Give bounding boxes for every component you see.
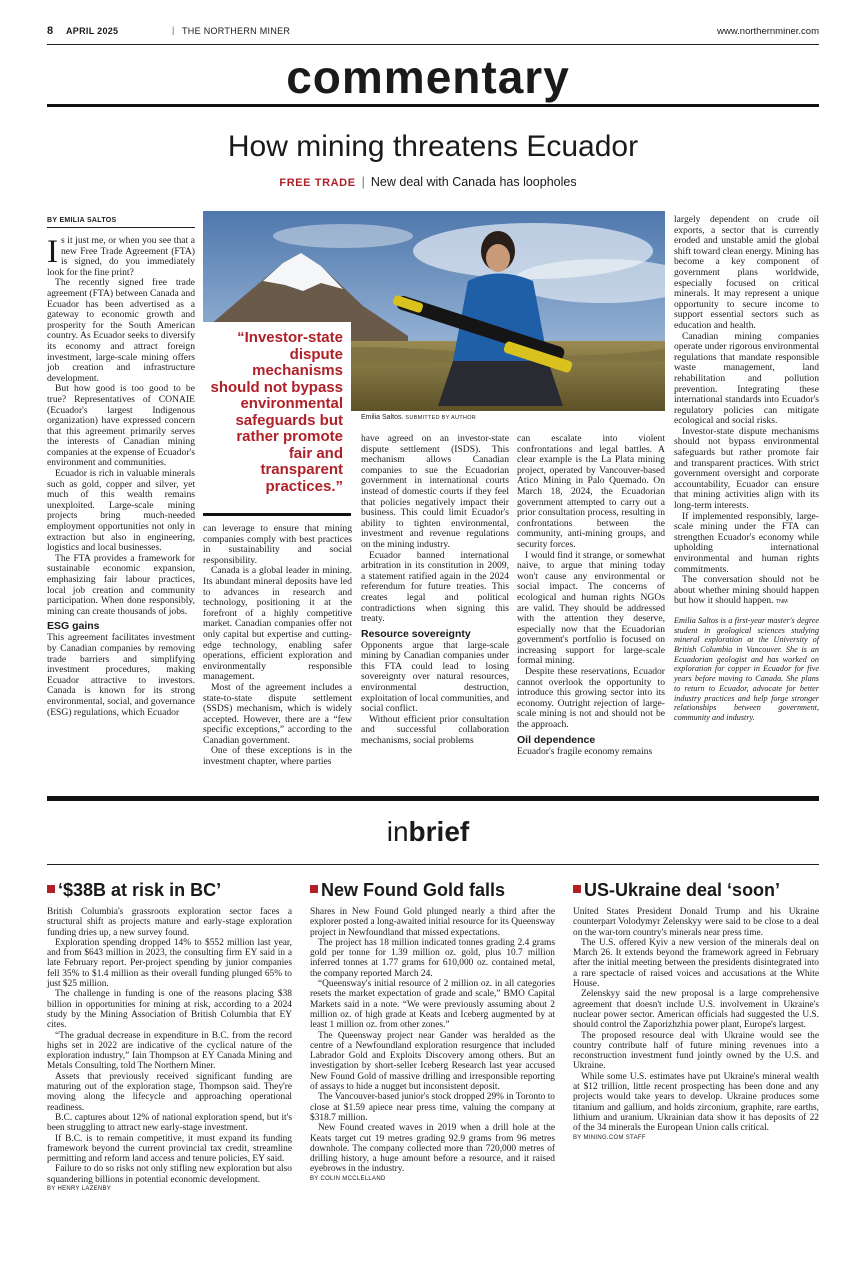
brief-headline: ‘$38B at risk in BC’ (47, 880, 221, 901)
article-paragraph: Ecuador's fragile economy remains (517, 745, 653, 757)
section-divider (47, 796, 819, 801)
article-paragraph: One of these exceptions is in the investment chapter, where parties (203, 745, 352, 768)
article-paragraph: Most of the agreement includes a state-to-state dispute settlement (SSDS) mechanism, which is widely accepted. However, there are a “few specific exceptions,” according to the Canadian government. (203, 681, 352, 746)
deck-text: New deal with Canada has loopholes (370, 175, 577, 189)
brief-paragraph: If B.C. is to remain competitive, it must expand its funding framework beyond the current provincial tax credit, streamline permitting and reform land access and tenure policies, EY said. (47, 1133, 292, 1165)
brief-paragraph: New Found created waves in 2019 when a drill hole at the Keats target cut 19 metres grading 92.9 grams from 96 metres downhole. The company collected more than 720,000 metres of drilling history, a huge amount before a resource, and it raised eyebrows in the industry. (310, 1123, 555, 1175)
brief-headline: US-Ukraine deal ‘soon’ (573, 880, 780, 901)
article-column-4 (517, 434, 665, 757)
subhead-esg: ESG gains (47, 620, 100, 633)
article-paragraph: If implemented responsibly, large-scale mining under the FTA can strengthen Ecuador's economy while upholding international environmental and human rights commitments. (674, 510, 819, 575)
article-paragraph: can leverage to ensure that mining companies comply with best practices in sustainability and social responsibility. (203, 523, 352, 566)
brief-paragraph: Shares in New Found Gold plunged nearly a third after the explorer posted a long-awaited initial resource for its Queensway project in Newfoundland that missed expectations. (310, 907, 555, 938)
article-paragraph: have agreed on an investor-state dispute settlement (ISDS). This mechanism allows Canadian companies to sue the Ecuadorian government in international courts instead of domestic courts if they feel that policies negatively impact their business. This could limit Ecuador's ability to tighten environmental, investment and revenue regulations on the mining industry. (361, 433, 509, 550)
deck-separator: | (361, 175, 365, 189)
header-separator: | (172, 25, 175, 35)
article-column-2 (203, 524, 352, 768)
square-bullet-icon (310, 885, 318, 893)
brief-paragraph: Failure to do so risks not only stifling new exploration but also squandering billions in potential economic development. (47, 1164, 292, 1185)
inbrief-title: inbrief (386, 816, 470, 847)
brief-column-2 (310, 907, 555, 1182)
publication-name: THE NORTHERN MINER (182, 26, 291, 36)
brief-byline: BY HENRY LAZENBY (47, 1186, 112, 1193)
deck-kicker: FREE TRADE (279, 177, 356, 189)
brief-paragraph: The proposed resource deal with Ukraine would see the country contribute half of future mining revenues into a reconstruction investment fund jointly owned by the U.S. and Ukraine. (573, 1030, 819, 1072)
brief-paragraph: British Columbia's grassroots exploration sector faces a structural shift as projects mature and early-stage exploration funding dries up, a new survey found. (47, 907, 292, 938)
brief-paragraph: While some U.S. estimates have put Ukraine's mineral wealth at $12 trillion, little recent prospecting has been done and any projects would take years to develop. Ukraine produces some titanium and gallium, and holds zirconium, graphite, rare earths, lithium and uranium. Ukrainian data show it has deposits of 22 of the 34 minerals the European Union calls critical. (573, 1071, 819, 1134)
brief-paragraph: The Vancouver-based junior's stock dropped 29% in Toronto to close at $1.59 apiece near press time, valuing the company at $318.7 million. (310, 1092, 555, 1123)
article-paragraph: Without efficient prior consultation and successful collaboration mechanisms, social problems (361, 713, 509, 747)
article-paragraph: largely dependent on crude oil exports, a sector that is currently eroded and unstable amid the global shift toward clean energy. Mining has become a key component of government plans worldwide, especially focused on critical minerals. It may represent a unique opportunity to secure income to support essential sectors such as education and health. (674, 214, 819, 331)
brief-headline: New Found Gold falls (310, 880, 505, 901)
photo-credit: SUBMITTED BY AUTHOR (405, 415, 477, 421)
article-paragraph: The recently signed free trade agreement (FTA) between Canada and Ecuador has been advertised as a gateway to economic growth and prosperity for the South American country. As Ecuador seeks to diversify its economy and attract foreign investment, large-scale mining offers job creation and infrastructure development. (47, 277, 195, 384)
square-bullet-icon (47, 885, 55, 893)
article-paragraph: can escalate into violent confrontations and legal battles. A clear example is the La Plata mining project, operated by Vancouver-based Atico Mining in Palo Quemado. On March 18, 2024, the Ecuadorian government attempted to carry out a prior consultation process, resulting in confrontations between the community, anti-mining groups, and security forces. (517, 433, 665, 550)
page-number: 8 (47, 25, 54, 37)
article-paragraph: I would find it strange, or somewhat naive, to argue that mining today won't cause any environmental or social impact. The concerns of ecological and human rights NGOs are valid. They should be addressed with the attention they deserve, especially now that the Ecuadorian government's portfolio is focused on increasing support for large-scale formal mining. (517, 549, 665, 667)
page-header (47, 22, 819, 45)
brief-paragraph: The U.S. offered Kyiv a new version of the minerals deal on March 26. It extends beyond the framework agreed in February after the initial meeting between the presidents disintegrated into a rare spectacle of raised voices and accusations at the White House. (573, 937, 819, 990)
brief-paragraph: Zelenskyy said the new proposal is a large comprehensive agreement that doesn't include U.S. involvement in Ukraine's nuclear power sector. American officials had suggested the U.S. should control the Zaporizhzhia power plant, Europe's largest. (573, 989, 819, 1031)
article-column-3 (361, 434, 509, 747)
article-paragraph: Canada is a global leader in mining. Its abundant mineral deposits have led to advances in research and technology, positioning it at the forefront of a highly competitive market. Canadian companies offer not only capital but expertise and cutting-edge technology, enabling safer operations, efficient exploration and environmentally responsible management. (203, 565, 352, 683)
pull-quote: “Investor-state dispute mechanisms should not bypass environmental safeguards but rather promote fair and transparent practices.” (210, 329, 343, 495)
brief-paragraph: Exploration spending dropped 14% to $552 million last year, and from $643 million in 2023, the consulting firm EY said in a late February report. Per-project spending by junior companies fell 35% to $1.4 million as their overall funding plunged 65% to just $25 million. (47, 937, 292, 990)
article-paragraph: Despite these reservations, Ecuador cannot overlook the opportunity to introduce this growing sector into its economy. Outright rejection of large-scale mining is not and should not be the approach. (517, 666, 665, 731)
caption-text: Emilia Saltos. (361, 414, 404, 421)
photo-caption (361, 414, 476, 421)
brief-byline: BY COLIN MCCLELLAND (310, 1175, 386, 1182)
website-link[interactable]: www.northernminer.com (717, 26, 819, 37)
article-column-1 (47, 236, 195, 718)
article-paragraph: The conversation should not be about whether mining should happen but how it should happen. TNM (674, 574, 819, 607)
section-title: commentary (286, 51, 570, 103)
brief-paragraph: United States President Donald Trump and his Ukraine counterpart Volodymyr Zelenskyy were said to be close to a deal on the war-torn country's minerals near press time. (573, 907, 819, 938)
subhead-resource-sovereignty: Resource sovereignty (361, 627, 471, 640)
dropcap: I (47, 234, 58, 270)
article-column-5 (674, 215, 819, 723)
brief-paragraph: The challenge in funding is one of the reasons placing $38 billion in opportunities for mining at risk, according to a 2024 study by the Mining Association of British Columbia that EY cites. (47, 989, 292, 1031)
article-paragraph: Investor-state dispute mechanisms should not bypass environmental safeguards but rather promote fair and transparent practices. With strict government oversight and corporate accountability, Ecuador can ensure that mining activities align with its long-term interests. (674, 425, 819, 512)
brief-paragraph: “Queensway's initial resource of 2 million oz. in all categories resets the market expectation of grade and scale,” BMO Capital Markets said in a note. “We were previously assuming about 2 million oz. of high grade at Keats and Iceberg augmented by at least 1 million oz. from other zones.” (310, 979, 555, 1031)
brief-paragraph: Assets that previously received significant funding are maturing out of the exploration stage, Thompson said. They're moving along the lifecycle and approaching operational readiness. (47, 1071, 292, 1113)
subhead-oil-dependence: Oil dependence (517, 733, 596, 746)
author-bio: Emilia Saltos is a first-year master's degree student in geological sciences studying mineral exploration at the University of British Columbia in Vancouver. She is an Ecuadorian geologist and has worked on exploration for copper in Ecuador for five years before moving to Canada. She plans to return to Ecuador, advocate for better industry practices and help forge stronger relationships between government, community and industry. (674, 615, 819, 722)
inbrief-rule (47, 864, 819, 865)
article-paragraph: Canadian mining companies operate under rigorous environmental regulations that mandate responsible waste management, land rehabilitation and pollution prevention. Integrating these international standards into Ecuador's regulatory policies can mitigate ecological and social risks. (674, 330, 819, 427)
article-paragraph: But how good is too good to be true? Representatives of CONAIE (Ecuador's largest Indigenous organization) have expressed concern that this agreement primarily serves the interests of Canadian mining companies at the expense of Ecuador's environment and communities. (47, 383, 195, 469)
byline-rule (47, 227, 195, 228)
article-paragraph: Ecuador is rich in valuable minerals such as gold, copper and silver, yet much of this wealth remains unexploited. Large-scale mining projects bring much-needed employment opportunities not only in extraction but also in engineering, logistics and local businesses. (47, 468, 195, 554)
article-paragraph: The FTA provides a framework for sustainable economic expansion, emphasizing fair labour practices, local job creation and community participation. When done responsibly, mining can create thousands of jobs. (47, 552, 195, 617)
article-paragraph: This agreement facilitates investment by Canadian companies by removing trade barriers and simplifying investment procedures, making Ecuador attractive to investors. Canada is known for its strong environmental, social, and governance (ESG) regulations, which Ecuador (47, 632, 195, 718)
article-deck (0, 175, 856, 189)
brief-column-3 (573, 907, 819, 1141)
brief-paragraph: B.C. captures about 12% of national exploration spend, but it's been struggling to attract new early-stage investment. (47, 1112, 292, 1134)
pullquote-rule (203, 513, 351, 516)
article-paragraph: Opponents argue that large-scale mining by Canadian companies under this FTA could lead to losing sovereignty over natural resources, environmental destruction, exploitation of local communities, and social conflict. (361, 639, 509, 715)
brief-column-1 (47, 907, 292, 1192)
square-bullet-icon (573, 885, 581, 893)
brief-paragraph: The project has 18 million indicated tonnes grading 2.4 grams gold per tonne for 1.39 million oz. gold, plus 10.7 million inferred tonnes at 1.77 grams for 610,000 oz. contained metal, the company reported March 24. (310, 937, 555, 979)
article-paragraph: Is it just me, or when you see that a new Free Trade Agreement (FTA) is signed, do you immediately look for the fine print? (47, 234, 195, 278)
article-headline: How mining threatens Ecuador (227, 130, 639, 163)
brief-paragraph: The Queensway project near Gander was heralded as the centre of a Newfoundland exploration resurgence that included Labrador Gold and Exploits Discovery among others. But an investigation by short-seller Iceberg Research last year accused New Found Gold of massive drilling and irresponsible reporting of assays to hide a nugget but inconsistent deposit. (310, 1030, 555, 1093)
end-mark: TNM (775, 599, 788, 606)
brief-paragraph: “The gradual decrease in expenditure in B.C. from the record highs set in 2022 are indicative of the cyclical nature of the exploration industry,” Iain Thompson at EY Canada Mining and Metals Consulting, told The Northern Miner. (47, 1030, 292, 1072)
brief-byline: BY MINING.COM STAFF (573, 1134, 646, 1141)
issue-date: APRIL 2025 (66, 26, 119, 36)
section-rule (47, 104, 819, 107)
article-byline: BY EMILIA SALTOS (47, 217, 117, 224)
article-paragraph: Ecuador banned international arbitration in its constitution in 2009, a statement ratified again in the 2024 referendum for future treaties. This creates legal and political contradictions when signing this treaty. (361, 549, 509, 625)
